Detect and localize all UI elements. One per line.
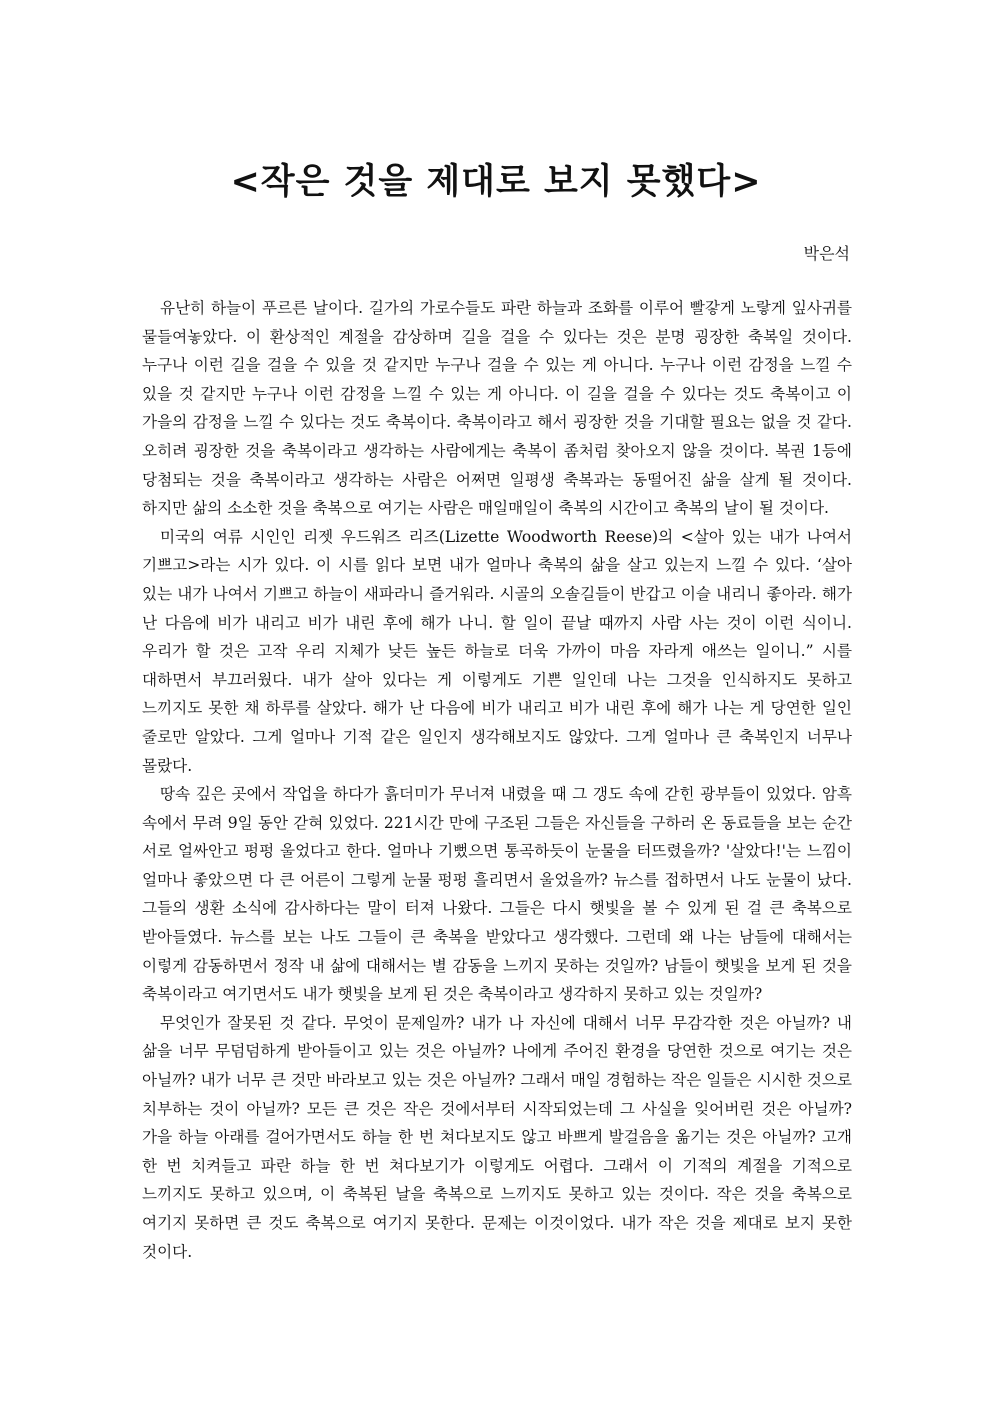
essay-body: [142, 294, 852, 1266]
paragraph: 무엇인가 잘못된 것 같다. 무엇이 문제일까? 내가 나 자신에 대해서 너무 무감각한 것은 아닐까? 내 삶을 너무 무덤덤하게 받아들이고 있는 것은 아닐까? 나에게 주어진 환경을 당연한 것으로 여기는 것은 아닐까? 내가 너무 큰 것만 바라보고 있는 것은 아닐까? 그래서 매일 경험하는 작은 일들은 시시한 것으로 치부하는 것이 아닐까? 모든 큰 것은 작은 것에서부터 시작되었는데 그 사실을 잊어버린 것은 아닐까? 가을 하늘 아래를 걸어가면서도 하늘 한 번 쳐다보지도 않고 바쁘게 발걸음을 옮기는 것은 아닐까? 고개 한 번 치켜들고 파란 하늘 한 번 쳐다보기가 이렇게도 어렵다. 그래서 이 기적의 계절을 기적으로 느끼지도 못하고 있으며, 이 축복된 날을 축복으로 느끼지도 못하고 있는 것이다. 작은 것을 축복으로 여기지 못하면 큰 것도 축복으로 여기지 못한다. 문제는 이것이었다. 내가 작은 것을 제대로 보지 못한 것이다.: [142, 1013, 852, 1261]
paragraph: 땅속 깊은 곳에서 작업을 하다가 흙더미가 무너져 내렸을 때 그 갱도 속에 갇힌 광부들이 있었다. 암흑 속에서 무려 9일 동안 갇혀 있었다. 221시간 만에 구조된 그들은 자신들을 구하러 온 동료들을 보는 순간 서로 얼싸안고 펑펑 울었다고 한다. 얼마나 기뻤으면 통곡하듯이 눈물을 터뜨렸을까? '살았다!'는 느낌이 얼마나 좋았으면 다 큰 어른이 그렇게 눈물 펑펑 흘리면서 울었을까? 뉴스를 접하면서 나도 눈물이 났다. 그들의 생환 소식에 감사하다는 말이 터져 나왔다. 그들은 다시 햇빛을 볼 수 있게 된 걸 큰 축복으로 받아들였다. 뉴스를 보는 나도 그들이 큰 축복을 받았다고 생각했다. 그런데 왜 나는 남들에 대해서는 이렇게 감동하면서 정작 내 삶에 대해서는 별 감동을 느끼지 못하는 것일까? 남들이 햇빛을 보게 된 것을 축복이라고 여기면서도 내가 햇빛을 보게 된 것은 축복이라고 생각하지 못하고 있는 것일까?: [142, 785, 852, 1004]
author-name: 박은석: [803, 244, 850, 263]
paragraph: 미국의 여류 시인인 리젯 우드워즈 리즈(Lizette Woodworth Reese)의 <살아 있는 내가 나여서 기쁘고>라는 시가 있다. 이 시를 읽다 보면 내가 얼마나 축복의 삶을 살고 있는지 느낄 수 있다. ‘살아 있는 내가 나여서 기쁘고 하늘이 새파라니 즐거워라. 시골의 오솔길들이 반갑고 이슬 내리니 좋아라. 해가 난 다음에 비가 내리고 비가 내린 후에 해가 나니. 할 일이 끝날 때까지 사람 사는 것이 이런 식이니. 우리가 할 것은 고작 우리 지체가 낮든 높든 하늘로 더욱 가까이 마음 자라게 애쓰는 일이니.” 시를 대하면서 부끄러웠다. 내가 살아 있다는 게 이렇게도 기쁜 일인데 나는 그것을 인식하지도 못하고 느끼지도 못한 채 하루를 살았다. 해가 난 다음에 비가 내리고 비가 내린 후에 해가 나는 게 당연한 일인 줄로만 알았다. 그게 얼마나 기적 같은 일인지 생각해보지도 않았다. 그게 얼마나 큰 축복인지 너무나 몰랐다.: [142, 527, 852, 775]
document-title: <작은 것을 제대로 보지 못했다>: [230, 162, 762, 202]
paragraph: 유난히 하늘이 푸르른 날이다. 길가의 가로수들도 파란 하늘과 조화를 이루어 빨갛게 노랗게 잎사귀를 물들여놓았다. 이 환상적인 계절을 감상하며 길을 걸을 수 있다는 것은 분명 굉장한 축복일 것이다. 누구나 이런 길을 걸을 수 있을 것 같지만 누구나 걸을 수 있는 게 아니다. 누구나 이런 감정을 느낄 수 있을 것 같지만 누구나 이런 감정을 느낄 수 있는 게 아니다. 이 길을 걸을 수 있다는 것도 축복이고 이 가을의 감정을 느낄 수 있다는 것도 축복이다. 축복이라고 해서 굉장한 것을 기대할 필요는 없을 것 같다. 오히려 굉장한 것을 축복이라고 생각하는 사람에게는 축복이 좀처럼 찾아오지 않을 것이다. 복권 1등에 당첨되는 것을 축복이라고 생각하는 사람은 어쩌면 일평생 축복과는 동떨어진 삶을 살게 될 것이다. 하지만 삶의 소소한 것을 축복으로 여기는 사람은 매일매일이 축복의 시간이고 축복의 날이 될 것이다.: [142, 299, 852, 518]
